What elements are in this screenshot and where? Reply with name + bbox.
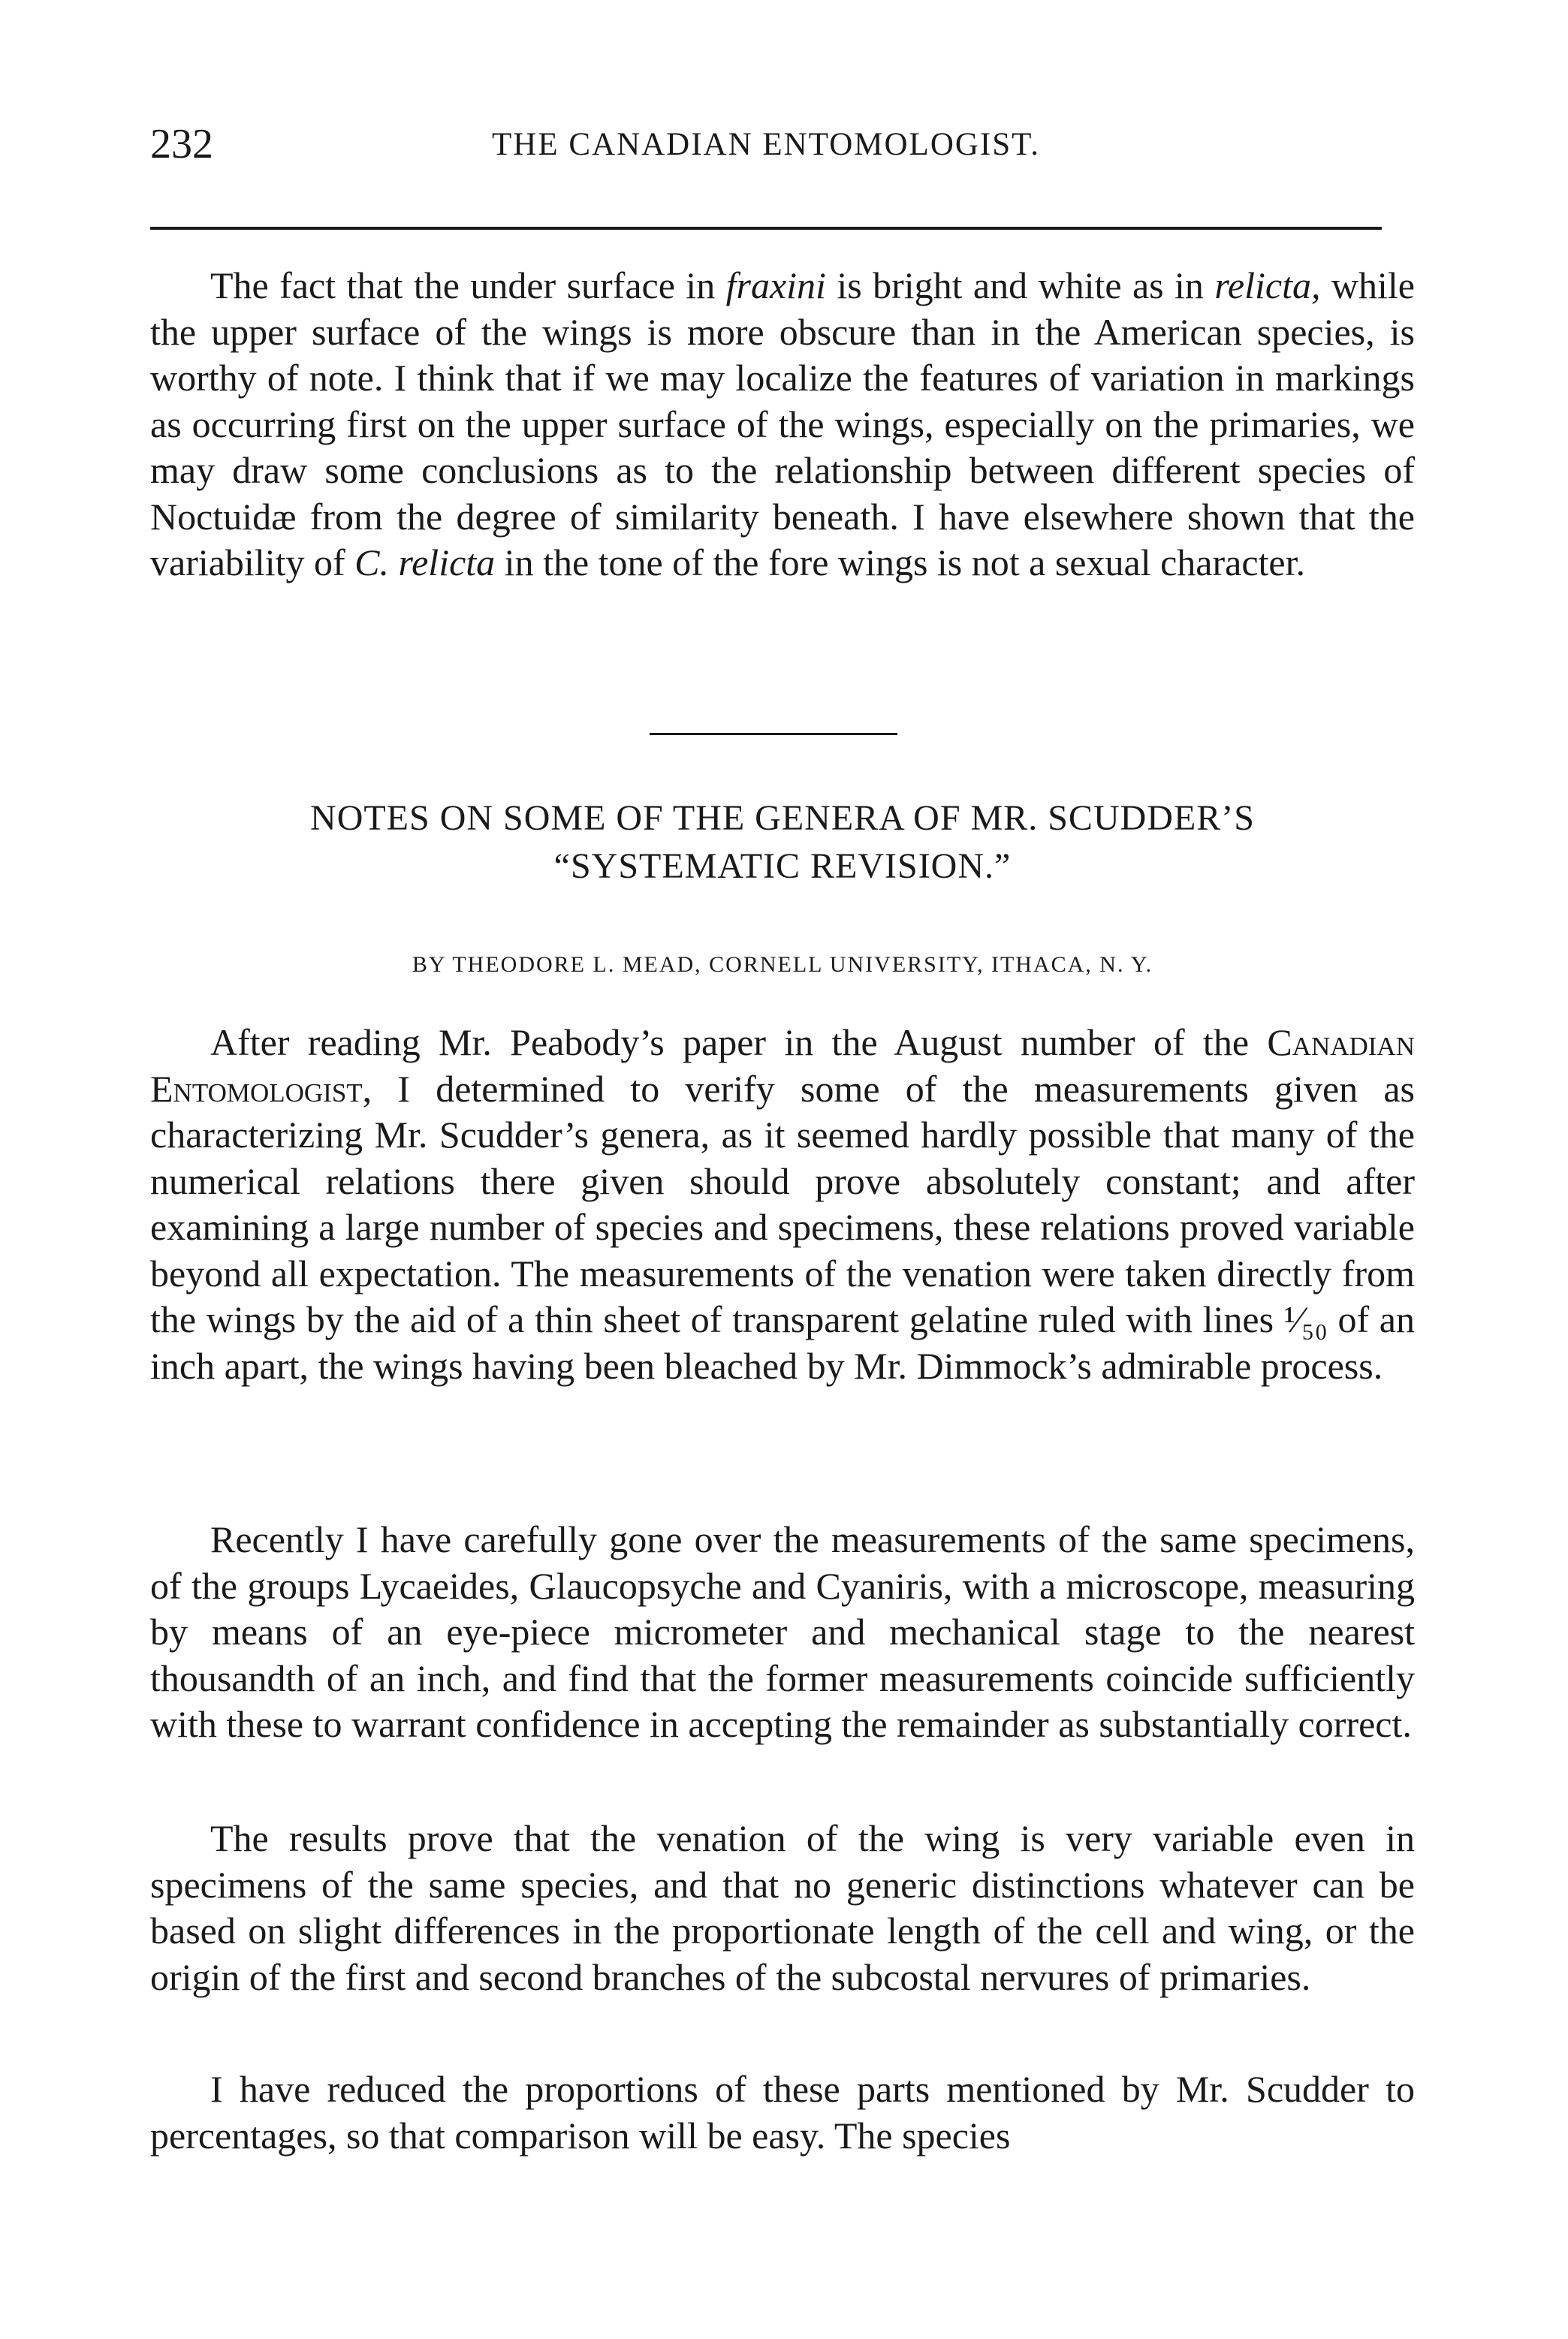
article-title-line-2: “SYSTEMATIC REVISION.” [553,846,1012,886]
paragraph-1-text-a: After reading Mr. Peabody’s paper in the August number of the [210,1021,1268,1063]
fraction: ¹⁄₅₀ [1283,1298,1328,1340]
paragraph-1-text-b: I determined to verify some of the measurements given as characterizing Mr. Scudder’s genera, as it seemed hardly possible that many of the numerical relations there given should prove absolutely constant; and after examining a large number of species and specimens, these relations proved variable beyond all expectation. The measurements of the venation were taken directly from the wings by the aid of a thin sheet of transparent gelatine ruled with lines [150,1067,1415,1340]
article-paragraph-2: Recently I have carefully gone over the measurements of the same specimens, of the groups Lycaeides, Glaucopsyche and Cyaniris, with a microscope, measuring by means of an eye-piece micrometer and mechanical stage to the nearest thousandth of an inch, and find that the former measurements coincide sufficiently with these to warrant confidence in accepting the remainder as substantially correct. [150,1518,1415,1745]
species-name-c-relicta: C. relicta [354,541,496,583]
article-title-line-1: NOTES ON SOME OF THE GENERA OF MR. SCUDDER’S [310,798,1255,838]
running-title: THE CANADIAN ENTOMOLOGIST. [492,127,1040,162]
species-name-relicta: relicta, [1214,264,1321,306]
article-byline: BY THEODORE L. MEAD, CORNELL UNIVERSITY, ITHACA, N. Y. [412,952,1153,977]
article-paragraph-4: I have reduced the proportions of these parts mentioned by Mr. Scudder to percentages, so that comparison will be easy. The species [150,2068,1415,2157]
journal-name: Canadian Entomologist, [150,1021,1415,1110]
article-title [150,794,1415,891]
intro-text-1: The fact that the under surface in [210,264,726,306]
page-header [150,113,1382,188]
paragraph-1-text-c: of an inch apart, the wings having been bleached by Mr. Dimmock’s admirable process. [150,1298,1416,1387]
intro-text-2: is bright and white as in [825,264,1215,306]
article-paragraph-3: The results prove that the venation of the wing is very variable even in specimens of the same species, and that no generic distinctions whatever can be based on slight differences in the proportionate length of the cell and wing, or the origin of the first and second branches of the subcostal nervures of primaries. [150,1817,1415,1998]
article-paragraph-1 [150,1020,1415,1389]
header-rule [150,227,1382,230]
section-divider [650,733,897,735]
intro-paragraph [150,263,1415,586]
species-name-fraxini: fraxini [725,264,826,306]
intro-text-3: while the upper surface of the wings is more obscure than in the American species, is worthy of note. I think that if we may localize the features of variation in markings as occurring first on the upper surface of the wings, especially on the primaries, we may draw some conclusions as to the relationship between different species of Noctuidæ from the degree of similarity beneath. I have elsewhere shown that the variability of [150,264,1415,583]
page-number: 232 [150,121,213,167]
intro-text-4: in the tone of the fore wings is not a sexual character. [495,541,1305,583]
